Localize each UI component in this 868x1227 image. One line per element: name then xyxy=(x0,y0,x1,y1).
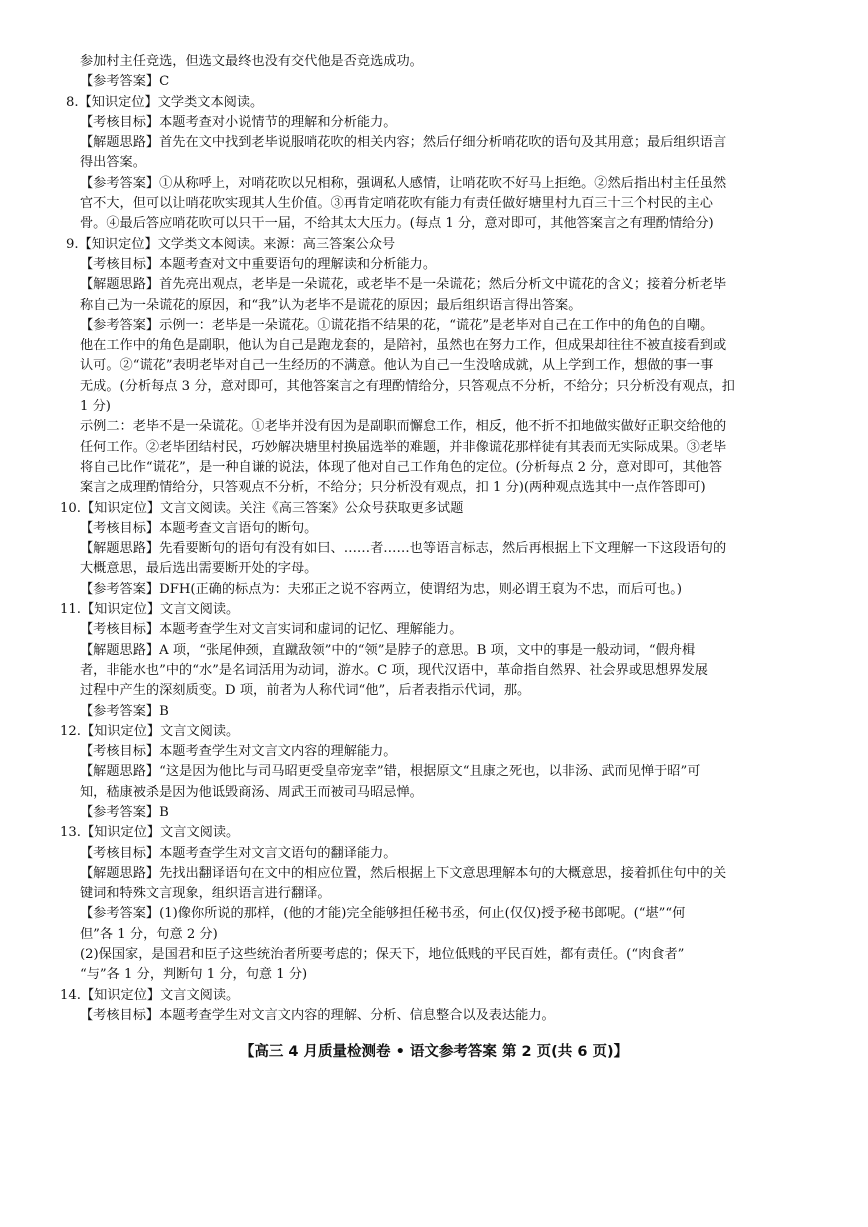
text-line: 过程中产生的深刻质变。D 项，前者为人称代词“他”，后者表指示代词，那。 xyxy=(80,683,531,699)
text-line: 骨。④最后答应哨花吹可以只干一届，不给其太大压力。(每点 1 分，意对即可，其他答案言之有理酌情给分) xyxy=(80,216,714,232)
text-line: 【考核目标】本题考查学生对文言文内容的理解能力。 xyxy=(80,744,397,760)
text-line: 8.【知识定位】文学类文本阅读。 xyxy=(66,94,264,110)
text-line: 1 分) xyxy=(80,399,111,415)
text-line: 者，非能水也”中的“水”是名词活用为动词，游水。C 项，现代汉语中，革命指自然界、社会界或思想界发展 xyxy=(80,662,708,678)
text-line: 【考核目标】本题考查对文中重要语句的理解读和分析能力。 xyxy=(80,256,437,272)
text-line: 【解题思路】“这是因为他比与司马昭更受皇帝宠幸”错，根据原文“且康之死也，以非汤、武而见惮于昭”可 xyxy=(80,764,701,780)
text-line: 14.【知识定位】文言文阅读。 xyxy=(60,987,240,1003)
text-line: 【解题思路】首先在文中找到老毕说服哨花吹的相关内容；然后仔细分析哨花吹的语句及其用意；最后组织语言 xyxy=(80,135,727,151)
text-line: 9.【知识定位】文学类文本阅读。来源：高三答案公众号 xyxy=(66,236,396,252)
text-line: 10.【知识定位】文言文阅读。关注《高三答案》公众号获取更多试题 xyxy=(60,500,464,516)
text-line: 【参考答案】DFH(正确的标点为：夫邪正之说不容两立，使谓绍为忠，则必谓王裒为不忠，而后可也。) xyxy=(80,581,682,597)
text-line: 【参考答案】示例一：老毕是一朵谎花。①谎花指不结果的花，“谎花”是老毕对自己在工作中的角色的自嘲。 xyxy=(80,317,714,333)
text-line: 【参考答案】C xyxy=(80,74,170,90)
text-line: 【考核目标】本题考查文言语句的断句。 xyxy=(80,520,318,536)
text-line: 【参考答案】B xyxy=(80,804,169,820)
text-line: 【解题思路】A 项，“张尾伸颈，直蹴敌领”中的“领”是脖子的意思。B 项，文中的事是一般动词，“假舟楫 xyxy=(80,642,696,658)
text-line: 他在工作中的角色是副职，他认为自己是跑龙套的，是陪衬，虽然也在努力工作，但成果却往往不被直接看到或 xyxy=(80,338,727,354)
text-line: 11.【知识定位】文言文阅读。 xyxy=(60,602,240,618)
text-line: 大概意思，最后选出需要断开处的字母。 xyxy=(80,561,318,577)
text-line: 键词和特殊文言现象，组织语言进行翻译。 xyxy=(80,886,331,902)
text-line: (2)保国家，是国君和臣子这些统治者所要考虑的；保天下，地位低贱的平民百姓，都有责任。(“肉食者” xyxy=(80,947,685,963)
text-line: 【参考答案】(1)像你所说的那样，(他的才能)完全能够担任秘书丞，何止(仅仅)授予秘书郎呢。(“堪”“何 xyxy=(80,906,686,922)
text-line: 【考核目标】本题考查学生对文言文语句的翻译能力。 xyxy=(80,845,397,861)
text-line: 认可。②“谎花”表明老毕对自己一生经历的不满意。他认为自己一生没啥成就，从上学到工作，想做的事一事 xyxy=(80,358,714,374)
text-line: 官不大，但可以让哨花吹实现其人生价值。③再肯定哨花吹有能力有责任做好塘里村九百三十三个村民的主心 xyxy=(80,196,713,212)
text-line: 参加村主任竞选，但选文最终也没有交代他是否竞选成功。 xyxy=(80,54,423,69)
text-line: 示例二：老毕不是一朵谎花。①老毕并没有因为是副职而懈怠工作，相反，他不折不扣地做实做好正职交给他的 xyxy=(80,419,727,435)
text-line: 知，嵇康被杀是因为他诋毁商汤、周武王而被司马昭忌惮。 xyxy=(80,784,423,800)
page-footer: 【高三 4 月质量检测卷 • 语文参考答案 第 2 页(共 6 页)】 xyxy=(239,1044,629,1060)
text-line: 【考核目标】本题考查学生对文言文内容的理解、分析、信息整合以及表达能力。 xyxy=(80,1007,555,1023)
text-line: 但”各 1 分，句意 2 分) xyxy=(80,926,218,942)
text-line: 【考核目标】本题考查对小说情节的理解和分析能力。 xyxy=(80,114,397,130)
text-line: 【参考答案】①从称呼上，对哨花吹以兄相称，强调私人感情，让哨花吹不好马上拒绝。②然后指出村主任虽然 xyxy=(80,175,727,191)
text-line: 案言之成理酌情给分，只答观点不分析，不给分；只分析没有观点，扣 1 分)(两种观点选其中一点作答即可) xyxy=(80,480,706,496)
text-line: “与”各 1 分，判断句 1 分，句意 1 分) xyxy=(80,967,308,983)
text-line: 得出答案。 xyxy=(80,155,146,171)
text-line: 【解题思路】先找出翻译语句在文中的相应位置，然后根据上下文意思理解本句的大概意思，接着抓住句中的关 xyxy=(80,865,727,881)
text-line: 【考核目标】本题考查学生对文言实词和虚词的记忆、理解能力。 xyxy=(80,622,463,638)
text-line: 无成。(分析每点 3 分，意对即可，其他答案言之有理酌情给分，只答观点不分析，不给分；只分析没有观点，扣 xyxy=(80,378,735,394)
text-line: 将自己比作“谎花”，是一种自谦的说法，体现了他对自己工作角色的定位。(分析每点 2 分，意对即可，其他答 xyxy=(80,459,723,475)
text-line: 任何工作。②老毕团结村民，巧妙解决塘里村换届选举的难题，并非像谎花那样徒有其表而无实际成果。③老毕 xyxy=(80,439,727,455)
text-line: 【解题思路】首先亮出观点，老毕是一朵谎花，或老毕不是一朵谎花；然后分析文中谎花的含义；接着分析老毕 xyxy=(80,277,727,293)
text-line: 【解题思路】先看要断句的语句有没有如曰、……者……也等语言标志，然后再根据上下文理解一下这段语句的 xyxy=(80,541,727,557)
text-line: 称自己为一朵谎花的原因，和“我”认为老毕不是谎花的原因；最后组织语言得出答案。 xyxy=(80,297,582,313)
answer-key-body xyxy=(60,52,782,1026)
text-line: 12.【知识定位】文言文阅读。 xyxy=(60,723,240,739)
text-line: 13.【知识定位】文言文阅读。 xyxy=(60,825,240,841)
text-line: 【参考答案】B xyxy=(80,703,169,719)
